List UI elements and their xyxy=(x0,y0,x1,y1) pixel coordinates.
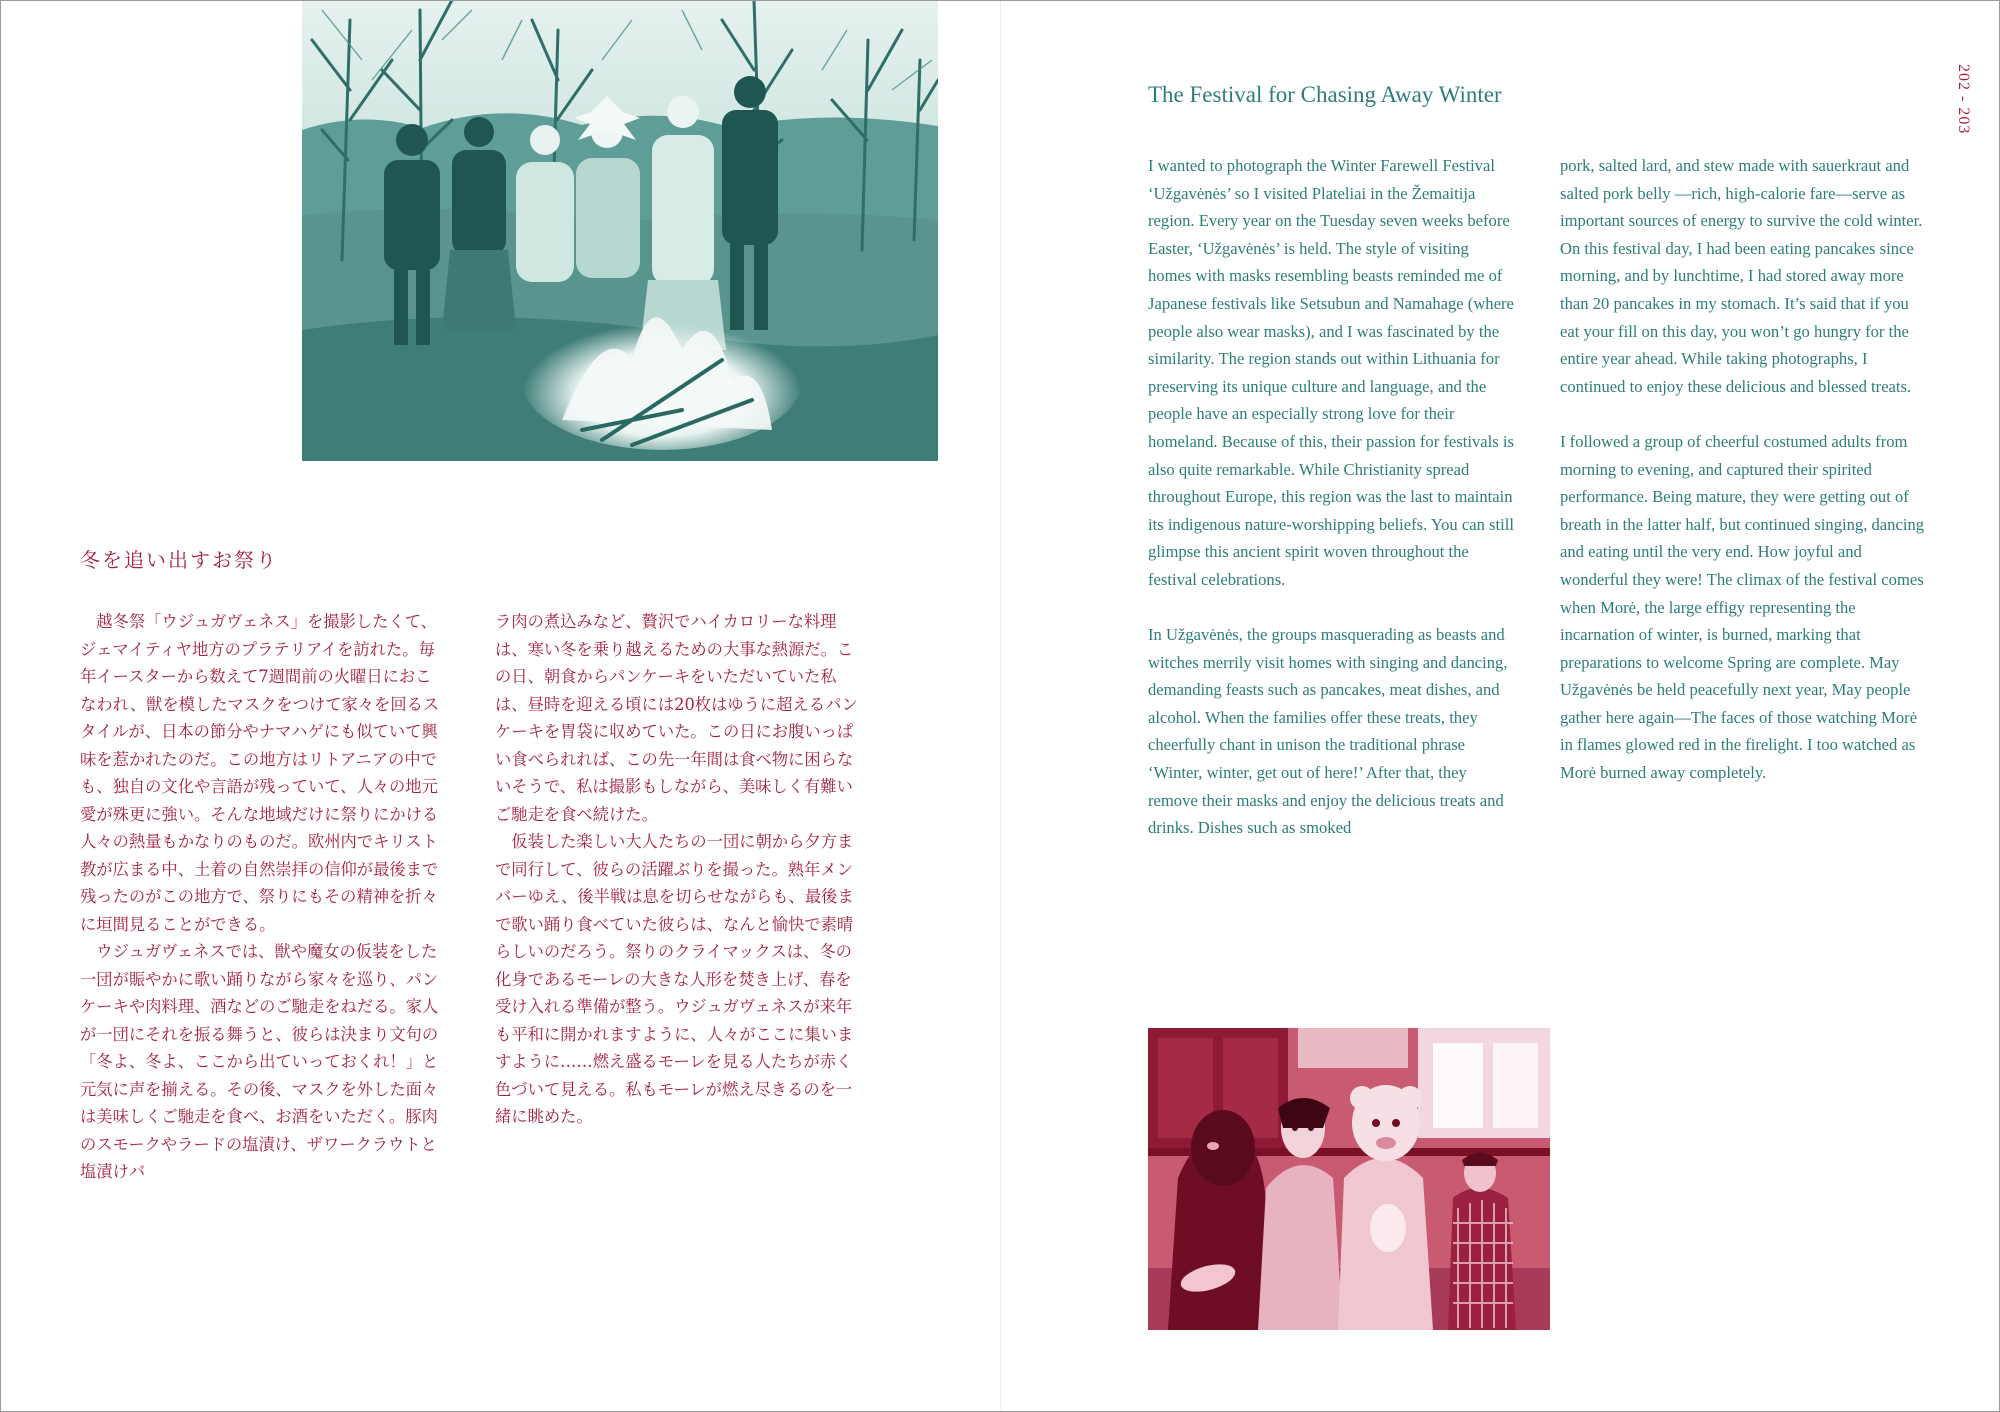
english-paragraph: In Užgavėnės, the groups masquerading as beasts and witches merrily visit homes with singing and dancing, demanding feasts such as pancakes, meat dishes, and alcohol. When the families offer these treats, they cheerfully chant in unison the traditional phrase ‘Winter, winter, get out of here!’ After that, they remove their masks and enjoy the delicious treats and drinks. Dishes such as smoked xyxy=(1148,625,1508,838)
english-paragraph: I followed a group of cheerful costumed adults from morning to evening, and captured their spirited performance. Being mature, they were getting out of breath in the latter half, but continued singing, dancing and eating until the very end. How joyful and wonderful they were! The climax of the festival comes when Morė, the large effigy representing the incarnation of winter, is burned, marking that preparations to welcome Spring are complete. May Užgavėnės be held peacefully next year, May people gather here again—The faces of those watching Morė in flames glowed red in the firelight. I too watched as Morė burned away completely. xyxy=(1560,431,1925,783)
festival-group-photo-illustration xyxy=(302,0,938,461)
japanese-paragraph: 仮装した楽しい大人たちの一団に朝から夕方まで同行して、彼らの活躍ぶりを撮った。熟年メンバーゆえ、後半戦は息を切らせながらも、最後まで歌い踊り食べていた彼らは、なんと愉快で素晴らしいのだろう。祭りのクライマックスは、冬の化身であるモーレの大きな人形を焚き上げ、春を受け入れる準備が整う。ウジュガヴェネスが来年も平和に開かれますように、人々がここに集いますように……燃え盛るモーレを見る人たちが赤く色づいて見える。私もモーレが燃え尽きるのを一緒に眺めた。 xyxy=(495,832,854,1126)
english-paragraph: pork, salted lard, and stew made with sauerkraut and salted pork belly —rich, high-calorie fare—serve as important sources of energy to survive the cold winter. On this festival day, I had been eating pancakes since morning, and by lunchtime, I had stored away more than 20 pancakes in my stomach. It’s said that if you eat your fill on this day, you won’t go hungry for the entire year ahead. While taking photographs, I continued to enjoy these delicious and blessed treats. xyxy=(1560,156,1923,396)
english-text-column-1 xyxy=(1148,152,1516,922)
masked-revelers-photo xyxy=(1148,1028,1550,1330)
english-paragraph: I wanted to photograph the Winter Farewell Festival ‘Užgavėnės’ so I visited Plateliai in the Žemaitija region. Every year on the Tuesday seven weeks before Easter, ‘Užgavėnės’ is held. The style of visiting homes with masks resembling beasts reminded me of Japanese festivals like Setsubun and Namahage (where people also wear masks), and I was fascinated by the similarity. The region stands out within Lithuania for preserving its unique culture and language, and the people have an especially strong love for their homeland. Because of this, their passion for festivals is also quite remarkable. While Christianity spread throughout Europe, this region was the last to maintain its indigenous nature-worshipping beliefs. You can still glimpse this ancient spirit woven throughout the festival celebrations. xyxy=(1148,156,1514,589)
masked-revelers-photo-illustration xyxy=(1148,1028,1550,1330)
japanese-article-title: 冬を追い出すお祭り xyxy=(80,548,278,572)
gutter-fold xyxy=(1000,0,1001,1412)
japanese-paragraph: ラ肉の煮込みなど、贅沢でハイカロリーな料理は、寒い冬を乗り越えるための大事な熱源だ。この日、朝食からパンケーキをいただいていた私は、昼時を迎える頃には20枚はゆうに超えるパンケーキを胃袋に収めていた。この日にお腹いっぱい食べられれば、この先一年間は食べ物に困らないそうで、私は撮影もしながら、美味しく有難いご馳走を食べ続けた。 xyxy=(495,612,858,824)
english-text-column-2 xyxy=(1560,152,1928,922)
japanese-text-column-2 xyxy=(495,608,859,1308)
japanese-paragraph: ウジュガヴェネスでは、獣や魔女の仮装をした一団が賑やかに歌い踊りながら家々を巡り、パンケーキや肉料理、酒などのご馳走をねだる。家人が一団にそれを振る舞うと、彼らは決まり文句の「冬よ、冬よ、ここから出ていっておくれ！」と元気に声を揃える。その後、マスクを外した面々は美味しくご馳走を食べ、お酒をいただく。豚肉のスモークやラードの塩漬け、ザワークラウトと塩漬けバ xyxy=(80,942,439,1181)
japanese-text-column-1 xyxy=(80,608,444,1308)
page-folio: 202 - 203 xyxy=(1955,64,1972,135)
japanese-paragraph: 越冬祭「ウジュガヴェネス」を撮影したくて、ジェマイティヤ地方のプラテリアイを訪れた。毎年イースターから数えて7週間前の火曜日におこなわれ、獣を模したマスクをつけて家々を回るスタイルが、日本の節分やナマハゲにも似ていて興味を惹かれたのだ。この地方はリトアニアの中でも、独自の文化や言語が残っていて、人々の地元愛が殊更に強い。そんな地域だけに祭りにかける人々の熱量もかなりのものだ。欧州内でキリスト教が広まる中、土着の自然崇拝の信仰が最後まで残ったのがこの地方で、祭りにもその精神を折々に垣間見ることができる。 xyxy=(80,612,440,934)
english-article-title: The Festival for Chasing Away Winter xyxy=(1148,82,1502,107)
festival-group-photo xyxy=(302,0,938,461)
